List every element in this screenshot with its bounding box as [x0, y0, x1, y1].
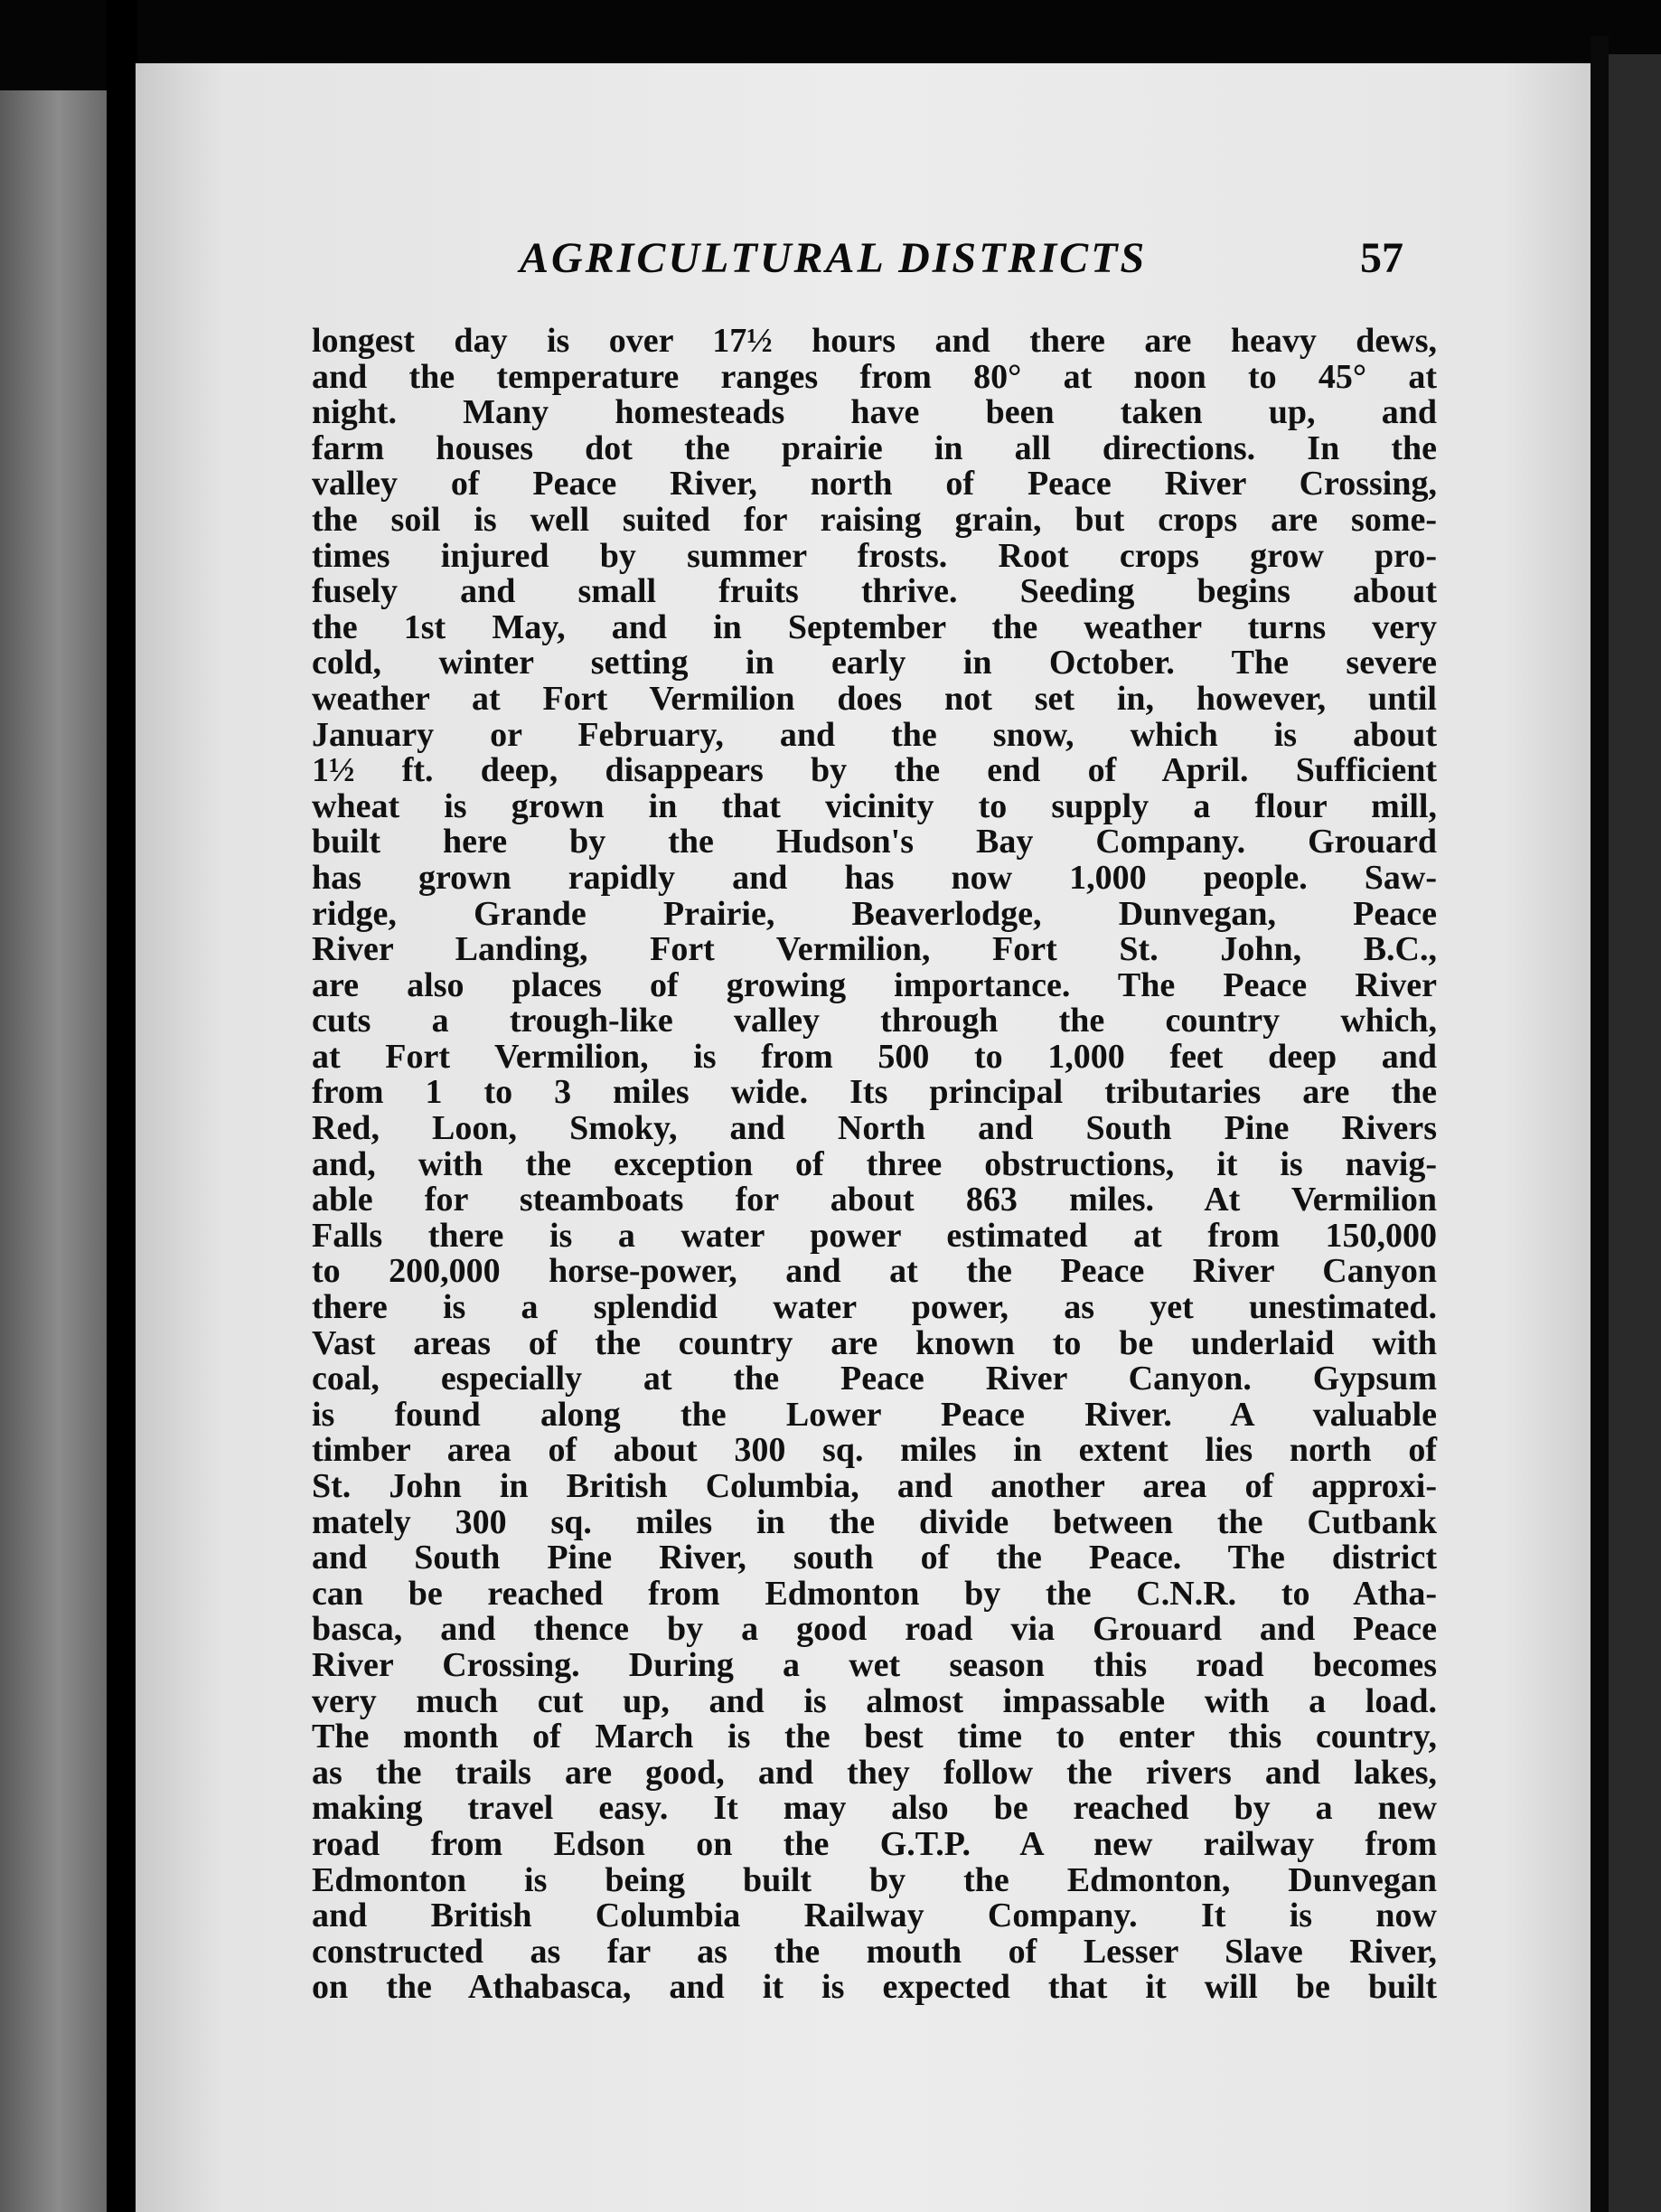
text-line: and British Columbia Railway Company. It is now [312, 1897, 1437, 1935]
text-line: times injured by summer frosts. Root crops grow pro- [312, 536, 1437, 575]
text-line: constructed as far as the mouth of Lesser Slave River, [312, 1932, 1437, 1971]
text-line: Vast areas of the country are known to be underlaid with [312, 1323, 1437, 1362]
page-right-border [1591, 36, 1609, 2212]
text-line: has grown rapidly and has now 1,000 people. Saw- [312, 858, 1437, 897]
text-line: weather at Fort Vermilion does not set in, however, until [312, 679, 1437, 718]
text-line: St. John in British Columbia, and another area of approxi- [312, 1467, 1437, 1505]
text-line: on the Athabasca, and it is expected that it will be built [312, 1968, 1437, 2007]
text-line: coal, especially at the Peace River Canyon. Gypsum [312, 1360, 1437, 1398]
text-line: wheat is grown in that vicinity to supply a flour mill, [312, 786, 1437, 825]
book-gutter [107, 0, 137, 2212]
text-line: the soil is well suited for raising grain, but crops are some- [312, 500, 1437, 539]
text-line: road from Edson on the G.T.P. A new railway from [312, 1824, 1437, 1863]
text-line: and South Pine River, south of the Peace. The district [312, 1539, 1437, 1577]
text-line: and, with the exception of three obstructions, it is navig- [312, 1144, 1437, 1183]
body-paragraph [312, 324, 1437, 2006]
text-line: and the temperature ranges from 80° at noon to 45° at [312, 357, 1437, 396]
text-line: from 1 to 3 miles wide. Its principal tributaries are the [312, 1073, 1437, 1112]
text-line: Falls there is a water power estimated at from 150,000 [312, 1216, 1437, 1255]
text-line: 1½ ft. deep, disappears by the end of April. Sufficient [312, 751, 1437, 790]
scan-right-margin [1609, 54, 1661, 2212]
text-line: are also places of growing importance. The Peace River [312, 965, 1437, 1004]
text-line: can be reached from Edmonton by the C.N.R. to Atha- [312, 1574, 1437, 1613]
text-line: cold, winter setting in early in October. The severe [312, 644, 1437, 682]
text-line: able for steamboats for about 863 miles. At Vermilion [312, 1181, 1437, 1219]
facing-page-edge [0, 90, 107, 2212]
text-line: Edmonton is being built by the Edmonton, Dunvegan [312, 1860, 1437, 1899]
text-line: timber area of about 300 sq. miles in extent lies north of [312, 1431, 1437, 1470]
text-line: making travel easy. It may also be reached by a new [312, 1789, 1437, 1828]
text-line: cuts a trough-like valley through the country which, [312, 1002, 1437, 1040]
text-line: ridge, Grande Prairie, Beaverlodge, Dunvegan, Peace [312, 894, 1437, 933]
text-line: mately 300 sq. miles in the divide between the Cutbank [312, 1502, 1437, 1541]
text-line: as the trails are good, and they follow the rivers and lakes, [312, 1753, 1437, 1792]
page-number: 57 [1360, 234, 1403, 282]
text-line: January or February, and the snow, which is about [312, 715, 1437, 754]
text-line: the 1st May, and in September the weather turns very [312, 607, 1437, 646]
text-line: at Fort Vermilion, is from 500 to 1,000 feet deep and [312, 1037, 1437, 1076]
text-line: there is a splendid water power, as yet unestimated. [312, 1288, 1437, 1327]
running-head-title: AGRICULTURAL DISTRICTS [520, 234, 1148, 282]
text-line: night. Many homesteads have been taken up, and [312, 393, 1437, 432]
text-line: River Crossing. During a wet season this road becomes [312, 1645, 1437, 1684]
text-line: very much cut up, and is almost impassable with a load. [312, 1681, 1437, 1720]
text-line: fusely and small fruits thrive. Seeding begins about [312, 572, 1437, 611]
running-head [136, 233, 1591, 306]
text-line: valley of Peace River, north of Peace River Crossing, [312, 465, 1437, 504]
text-line: The month of March is the best time to enter this country, [312, 1718, 1437, 1756]
text-line: longest day is over 17½ hours and there are heavy dews, [312, 322, 1437, 360]
text-line: is found along the Lower Peace River. A valuable [312, 1395, 1437, 1434]
text-line: Red, Loon, Smoky, and North and South Pine Rivers [312, 1109, 1437, 1148]
text-line: to 200,000 horse-power, and at the Peace River Canyon [312, 1252, 1437, 1291]
text-line: built here by the Hudson's Bay Company. Grouard [312, 823, 1437, 861]
text-line: basca, and thence by a good road via Grouard and Peace [312, 1610, 1437, 1649]
text-line: River Landing, Fort Vermilion, Fort St. John, B.C., [312, 930, 1437, 969]
text-line: farm houses dot the prairie in all directions. In the [312, 428, 1437, 467]
